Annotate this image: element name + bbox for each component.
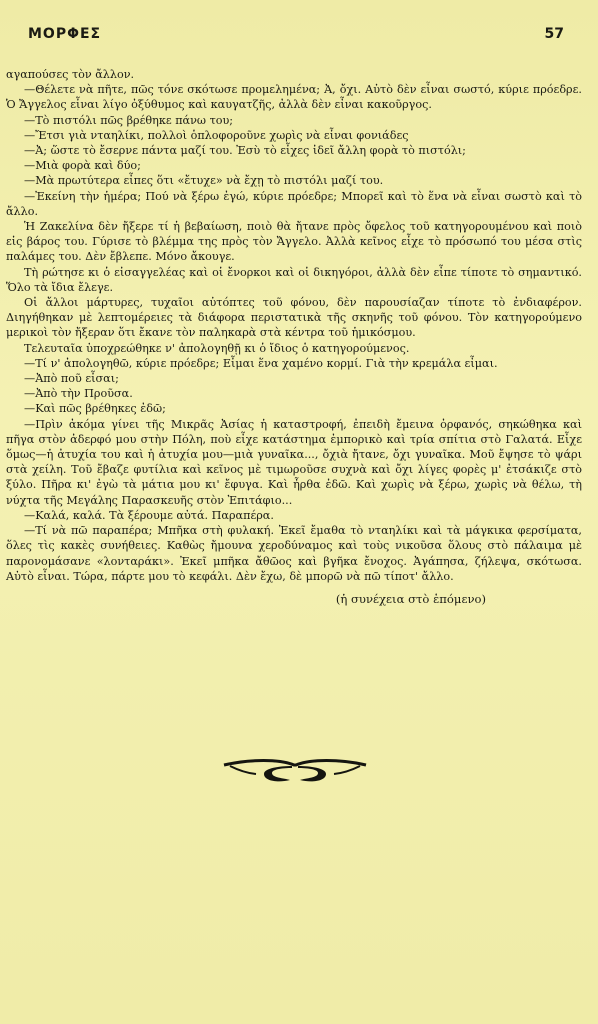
paragraph: —Θέλετε νὰ πῆτε, πῶς τόνε σκότωσε προμελημένα; Ἀ, ὄχι. Αὐτὸ δὲν εἶναι σωστό, κύριε πρόεδρε. Ὁ Ἄγγελος εἶναι λίγο ὀξύθυμος καὶ καυγατζῆς, ἀλλὰ δὲν εἶναι κακοῦργος. — [6, 83, 582, 112]
paragraph: —Μὰ πρωτύτερα εἶπες ὅτι «ἔτυχε» νὰ ἔχῃ τὸ πιστόλι μαζί του. — [24, 174, 384, 188]
page-number: 57 — [544, 26, 564, 42]
decorative-scroll-ornament-icon — [220, 756, 370, 786]
paragraph: Ἡ Ζακελίνα δὲν ἤξερε τί ἡ βεβαίωση, ποιὸ θὰ ἤτανε πρὸς ὄφελος τοῦ κατηγορουμένου καὶ ποιὸ εἰς βάρος του. Γύρισε τὸ βλέμμα της πρὸς τὸν Ἄγγελο. Ἀλλὰ κεῖνος εἶχε τὸ πρόσωπό του μέσα στὶς παλάμες του. Δὲν ἔβλεπε. Μόνο ἄκουγε. — [6, 220, 582, 264]
paragraph: —Τί ν' ἀπολογηθῶ, κύριε πρόεδρε; Εἶμαι ἕνα χαμένο κορμί. Γιὰ τὴν κρεμάλα εἶμαι. — [24, 356, 498, 370]
paragraph: —Καλά, καλά. Τὰ ξέρουμε αὐτά. Παραπέρα. — [24, 508, 274, 522]
paragraph: —Πρὶν ἀκόμα γίνει τῆς Μικρᾶς Ἀσίας ἡ καταστροφή, ἐπειδὴ ἔμεινα ὀρφανός, σηκώθηκα καὶ πῆγα στὸν ἀδερφό μου στὴν Πόλη, ποὺ εἶχε κατάστημα ἐμπορικὸ καὶ τρία σπίτια στὸ Γαλατά. Εἶχε ὅμως—ἡ ἀτυχία του καὶ ἡ ἀτυχία μου—μιὰ γυναῖκα..., ὄχιὰ ἤτανε, ὄχι γυναῖκα. Μοῦ ἔψησε τὸ ψάρι στὰ χείλη. Τοῦ ἔβαζε φυτίλια καὶ κεῖνος μὲ τιμωροῦσε συχνὰ καὶ ὄχι λίγες φορὲς μ' ἐτσάκιζε στὸ ξύλο. Πῆρα κι' ἐγὼ τὰ μάτια μου κι' ἔφυγα. Καὶ ἦρθα ἐδῶ. Καὶ χωρὶς νὰ ξέρω, χωρὶς νὰ θέλω, τὴ νύχτα τῆς Μεγάλης Παρασκευῆς στὸν Ἐπιτάφιο... — [6, 417, 582, 507]
paragraph: —Ἀπὸ τὴν Προῦσα. — [24, 387, 133, 401]
article-body — [6, 67, 582, 607]
paragraph: Τὴ ρώτησε κι ὁ εἰσαγγελέας καὶ οἱ ἔνορκοι καὶ οἱ δικηγόροι, ἀλλὰ δὲν εἶπε τίποτε τὸ σημαντικό. Ὅλο τὰ ἴδια ἔλεγε. — [6, 265, 582, 294]
magazine-title: ΜΟΡΦΕΣ — [28, 26, 102, 42]
paragraph: —Τὸ πιστόλι πῶς βρέθηκε πάνω του; — [24, 113, 234, 127]
paragraph: αγαπούσες τὸν ἄλλον. — [6, 68, 135, 81]
continuation-note: (ἡ συνέχεια στὸ ἑπόμενο) — [335, 591, 486, 606]
paragraph: Τελευταῖα ὑποχρεώθηκε ν' ἀπολογηθῇ κι ὁ ἴδιος ὁ κατηγορούμενος. — [24, 341, 410, 355]
paragraph: —Τί νὰ πῶ παραπέρα; Μπῆκα στὴ φυλακή. Ἐκεῖ ἔμαθα τὸ νταηλίκι καὶ τὰ μάγκικα φερσίματα, ὅλες τὶς κακὲς συνήθειες. Καθὼς ἤμουνα χεροδύναμος καὶ τοὺς νικοῦσα ὅλους στὸ πάλαιμα μὲ παρονομάσανε «λονταράκι». Ἐκεῖ μπῆκα ἄθῶος καὶ βγῆκα ἔνοχος. Ἀγάπησα, ζήλεψα, σκότωσα. Αὐτὸ εἶναι. Τώρα, πάρτε μου τὸ κεφάλι. Δὲν ἔχω, δὲ μπορῶ νὰ πῶ τίποτ' ἄλλο. — [6, 524, 582, 583]
paragraph: —Καὶ πῶς βρέθηκες ἐδῶ; — [24, 402, 166, 416]
paragraph: —Ἐκείνη τὴν ἡμέρα; Πού νὰ ξέρω ἐγώ, κύριε πρόεδρε; Μπορεῖ καὶ τὸ ἕνα νὰ εἶναι σωστὸ καὶ τὸ ἄλλο. — [6, 189, 582, 218]
paragraph: —Ἔτσι γιὰ νταηλίκι, πολλοὶ ὁπλοφοροῦνε χωρὶς νὰ εἶναι φονιάδες — [24, 128, 409, 142]
paragraph: —Ἀπὸ ποῦ εἶσαι; — [24, 372, 119, 386]
paragraph: Οἱ ἄλλοι μάρτυρες, τυχαῖοι αὐτόπτες τοῦ φόνου, δὲν παρουσίαζαν τίποτε τὸ ἐνδιαφέρον. Διηγήθηκαν μὲ λεπτομέρειες τὰ διάφορα περιστατικὰ τῆς σκηνῆς τοῦ φόνου. Τὸν κατηγορούμενο μερικοὶ τὸν ἤξεραν ὅτι ἔκανε τὸν παληκαρὰ στὰ κέντρα τοῦ ἡμικόσμου. — [6, 296, 582, 340]
page-header — [28, 26, 564, 42]
paragraph: —Ἀ; ὥστε τὸ ἔσερνε πάντα μαζί του. Ἐσὺ τὸ εἶχες ἰδεῖ ἄλλη φορὰ τὸ πιστόλι; — [24, 144, 466, 158]
paragraph: —Μιὰ φορὰ καὶ δύο; — [24, 159, 141, 173]
